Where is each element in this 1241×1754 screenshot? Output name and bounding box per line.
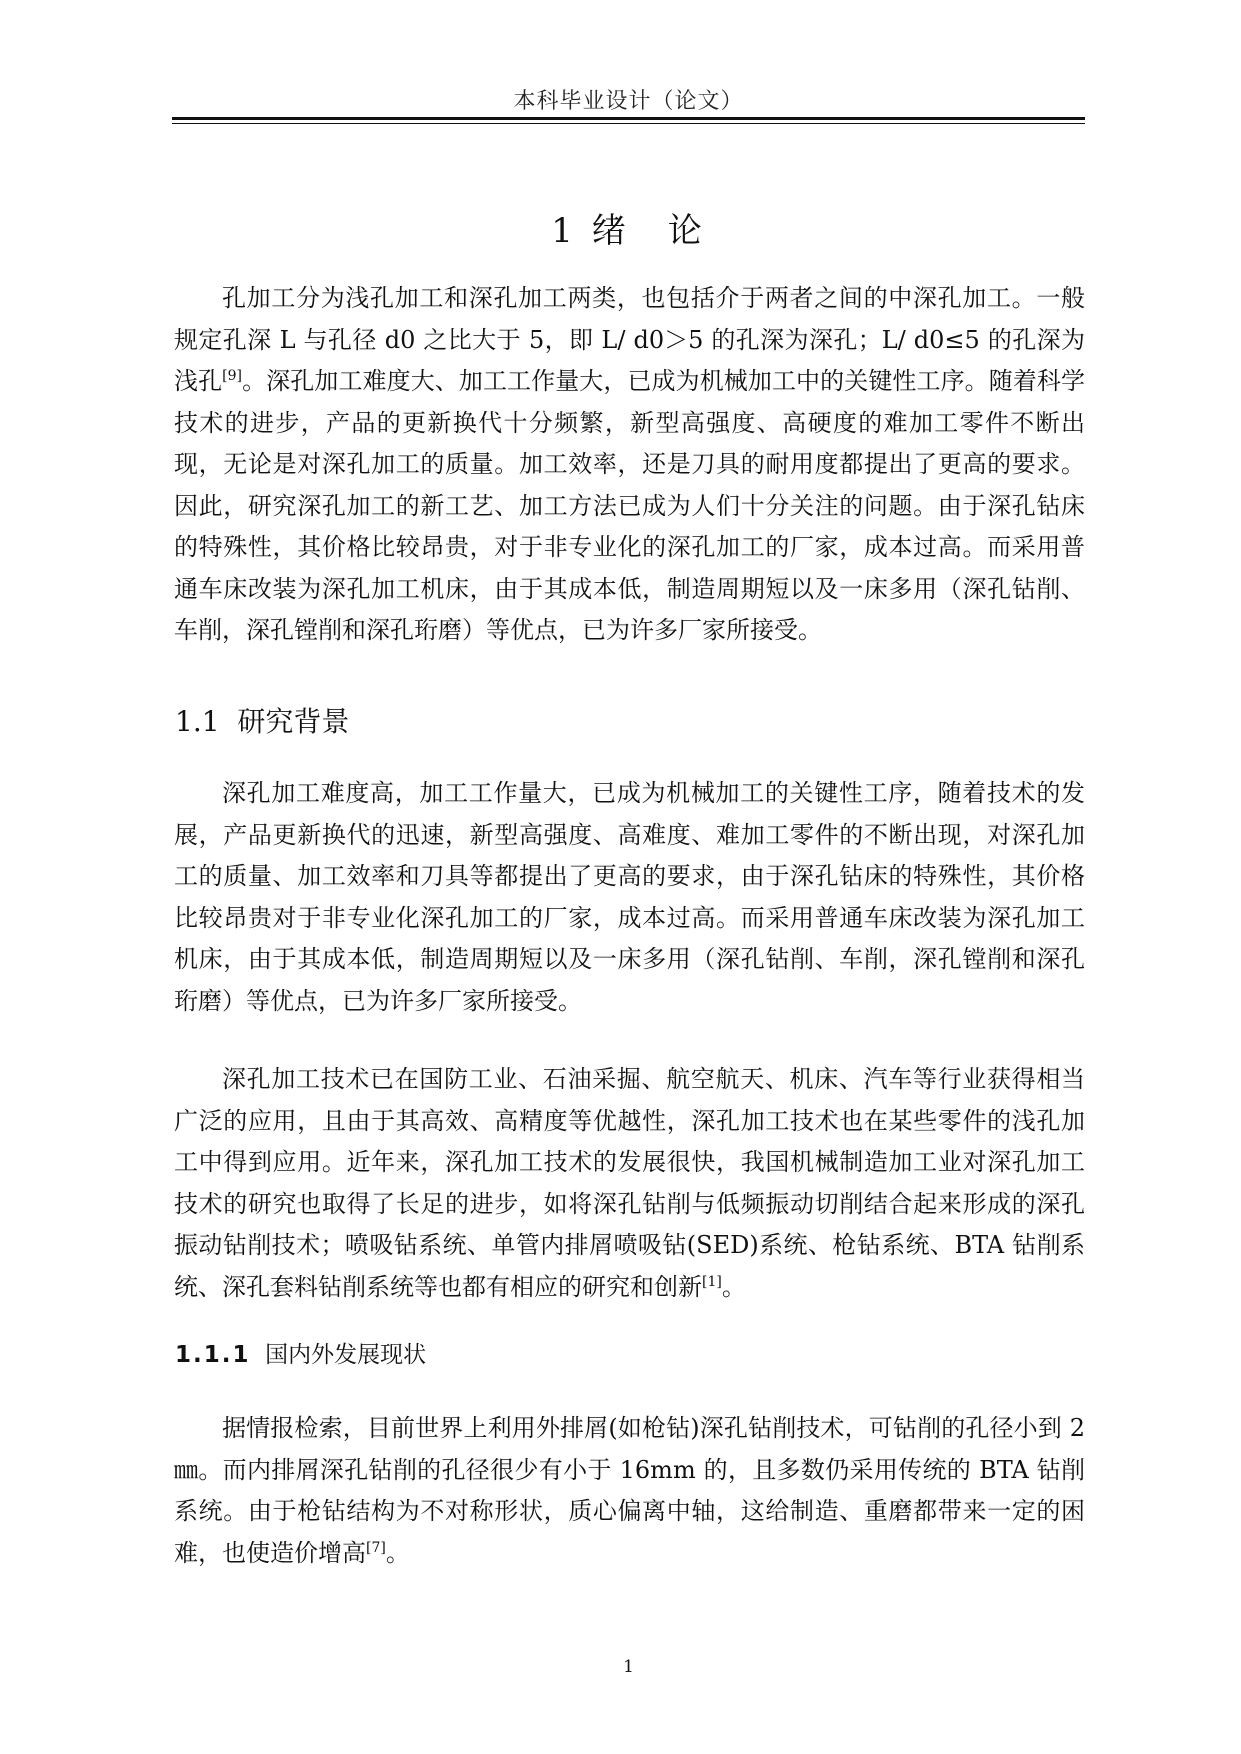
header-rule-thick	[172, 117, 1085, 120]
paragraph-intro	[174, 278, 1085, 652]
page-number: 1	[623, 1657, 634, 1677]
subsection-heading	[175, 1336, 426, 1369]
running-header: 本科毕业设计（论文）	[513, 89, 744, 114]
subsection-title: 国内外发展现状	[265, 1342, 427, 1368]
chapter-title: 1 绪 论	[551, 211, 706, 251]
citation: [9]	[222, 368, 243, 384]
paragraph-background-2	[174, 1059, 1085, 1308]
paragraph-text: 深孔加工技术已在国防工业、石油采掘、航空航天、机床、汽车等行业获得相当广泛的应用，且由于其高效、高精度等优越性，深孔加工技术也在某些零件的浅孔加工中得到应用。近年来，深孔加工技术的发展很快，我国机械制造加工业对深孔加工技术的研究也取得了长足的进步，如将深孔钻削与低频振动切削结合起来形成的深孔振动钻削技术；喷吸钻系统、单管内排屑喷吸钻(SED)系统、枪钻系统、BTA 钻削系统、深孔套料钻削系统等也都有相应的研究和创新	[174, 1065, 1085, 1301]
paragraph-text: 。	[385, 1538, 410, 1567]
header-rule-thin	[172, 123, 1085, 124]
citation: [7]	[366, 1539, 386, 1556]
section-heading	[175, 700, 349, 740]
paragraph-text: 据情报检索，目前世界上利用外排屑(如枪钻)深孔钻削技术，可钻削的孔径小到 2㎜。而内排屑深孔钻削的孔径很少有小于 16mm 的，且多数仍采用传统的 BTA 钻削系统。由于枪钻结构为不对称形状，质心偏离中轴，这给制造、重磨都带来一定的困难，也使造价增高	[174, 1414, 1085, 1567]
paragraph-text: 。	[721, 1272, 746, 1301]
paragraph-text: 。深孔加工难度大、加工工作量大，已成为机械加工中的关键性工序。随着科学技术的进步，产品的更新换代十分频繁，新型高强度、高硬度的难加工零件不断出现，无论是对深孔加工的质量。加工效率，还是刀具的耐用度都提出了更高的要求。因此，研究深孔加工的新工艺、加工方法已成为人们十分关注的问题。由于深孔钻床的特殊性，其价格比较昂贵，对于非专业化的深孔加工的厂家，成本过高。而采用普通车床改装为深孔加工机床，由于其成本低，制造周期短以及一床多用（深孔钻削、车削，深孔镗削和深孔珩磨）等优点，已为许多厂家所接受。	[174, 367, 1085, 644]
section-title: 研究背景	[237, 705, 350, 738]
section-number: 1.1	[175, 705, 220, 738]
paragraph-background-1	[174, 773, 1085, 1022]
citation: [1]	[702, 1273, 722, 1290]
paragraph-status-1	[174, 1408, 1085, 1574]
paragraph-text: 深孔加工难度高，加工工作量大，已成为机械加工的关键性工序，随着技术的发展，产品更新换代的迅速，新型高强度、高难度、难加工零件的不断出现，对深孔加工的质量、加工效率和刀具等都提出了更高的要求，由于深孔钻床的特殊性，其价格比较昂贵对于非专业化深孔加工的厂家，成本过高。而采用普通车床改装为深孔加工机床，由于其成本低，制造周期短以及一床多用（深孔钻削、车削，深孔镗削和深孔珩磨）等优点，已为许多厂家所接受。	[174, 779, 1085, 1015]
paragraph-text: 孔加工分为浅孔加工和深孔加工两类，也包括介于两者之间的中深孔加工。一般规定孔深 L 与孔径 d0 之比大于 5，即 L/ d0＞5 的孔深为深孔；L/ d0≤5 的孔深为浅孔	[174, 284, 1085, 395]
subsection-number: 1.1.1	[175, 1342, 251, 1368]
